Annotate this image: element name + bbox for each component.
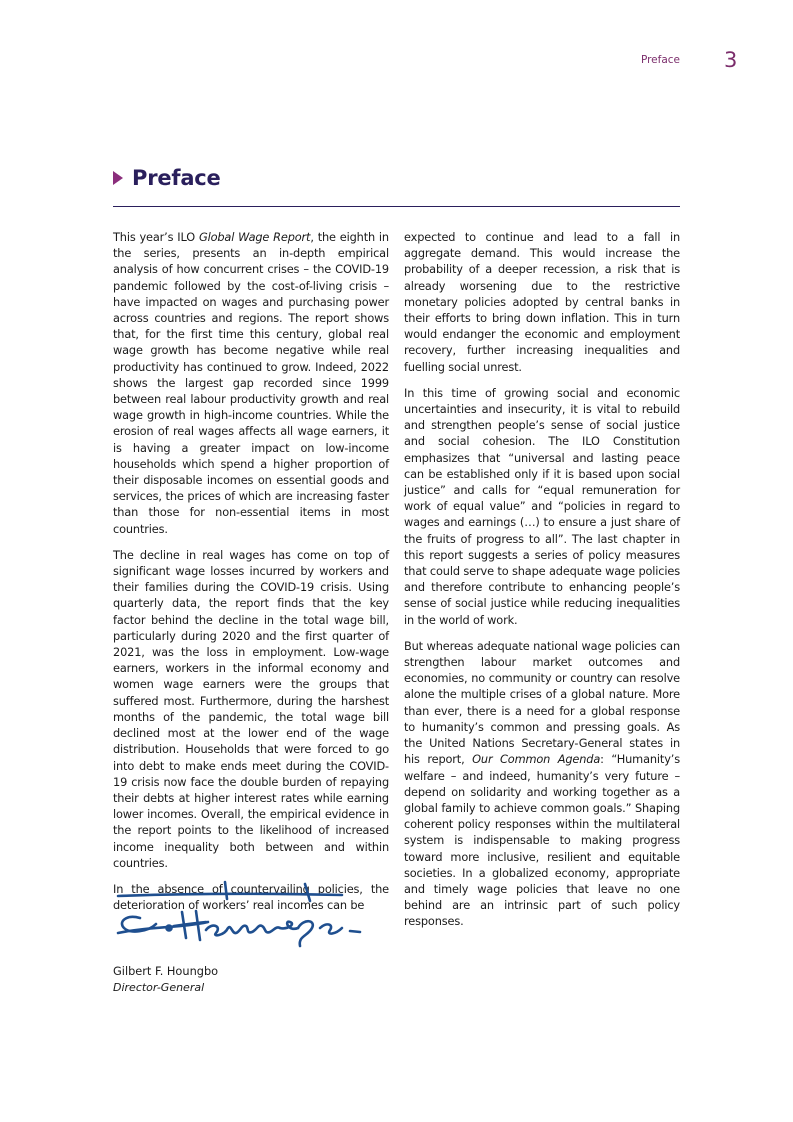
triangle-bullet-icon xyxy=(113,171,123,185)
paragraph: expected to continue and lead to a fall in aggregate demand. This would increase the probability of a deeper recession, a risk that is already worsening due to the restrictive monetary policies adopted by central banks in their efforts to bring down inflation. This in turn would endanger the economic and employment recovery, further increasing inequalities and fuelling social unrest. xyxy=(404,230,680,374)
left-column xyxy=(113,229,389,923)
page-title: Preface xyxy=(132,166,221,190)
section-heading xyxy=(113,166,221,190)
signatory-name: Gilbert F. Houngbo xyxy=(113,964,219,978)
right-column xyxy=(404,229,680,940)
heading-rule xyxy=(113,206,680,207)
signature-image xyxy=(112,876,370,958)
paragraph: But whereas adequate national wage policies can strengthen labour market outcomes and economies, no community or country can resolve alone the multiple crises of a global nature. More than ever, there is a need for a global response to humanity’s common and pressing goals. As the United Nations Secretary-General states in his report, Our Common Agenda: “Humanity’s welfare – and indeed, humanity’s very future – depend on solidarity and working together as a global family to achieve common goals.” Shaping coherent policy responses within the multilateral system is indispensable to making progress toward more inclusive, resilient and equitable societies. In a globalized economy, appropriate and timely wage policies that leave no one behind are an intrinsic part of such policy responses. xyxy=(404,638,681,929)
signatory-title: Director-General xyxy=(113,981,205,994)
paragraph: In this time of growing social and economic uncertainties and insecurity, it is vital to rebuild and strengthen people’s sense of social justice and social cohesion. The ILO Constitution emphasizes that “universal and lasting peace can be established only if it is based upon social justice” and calls for “equal remuneration for work of equal value” and “policies in regard to wages and earnings (…) to ensure a just share of the fruits of progress to all”. The last chapter in this report suggests a series of policy measures that could serve to shape adequate wage policies and therefore contribute to enhancing people’s sense of social justice while reducing inequalities in the world of work. xyxy=(404,385,680,627)
running-head: Preface xyxy=(640,54,680,66)
paragraph: In the absence of countervailing policies, the deterioration of workers’ real incomes can be xyxy=(113,881,389,913)
paragraph: The decline in real wages has come on top of significant wage losses incurred by workers and their families during the COVID-19 crisis. Using quarterly data, the report finds that the key factor behind the decline in the total wage bill, particularly during 2020 and the first quarter of 2021, was the loss in employment. Low-wage earners, workers in the informal economy and women wage earners were the groups that suffered most. Furthermore, during the harshest months of the pandemic, the total wage bill declined most at the lower end of the wage distribution. Households that were forced to go into debt to make ends meet during the COVID-19 crisis now face the double burden of repaying their debts at higher interest rates while earning lower incomes. Overall, the empirical evidence in the report points to the likelihood of increased income inequality both between and within countries. xyxy=(113,547,389,870)
page-number: 3 xyxy=(724,48,738,72)
paragraph: This year’s ILO Global Wage Report, the eighth in the series, presents an in-depth empirical analysis of how concurrent crises – the COVID-19 pandemic followed by the cost-of-living crisis – have impacted on wages and purchasing power across countries and regions. The report shows that, for the first time this century, global real wage growth has become negative while real productivity has continued to grow. Indeed, 2022 shows the largest gap recorded since 1999 between real labour productivity growth and real wage growth in high-income countries. While the erosion of real wages affects all wage earners, it is having a greater impact on low-income households which spend a higher proportion of their disposable incomes on essential goods and services, the prices of which are increasing faster than those for non-essential items in most countries. xyxy=(113,230,389,536)
